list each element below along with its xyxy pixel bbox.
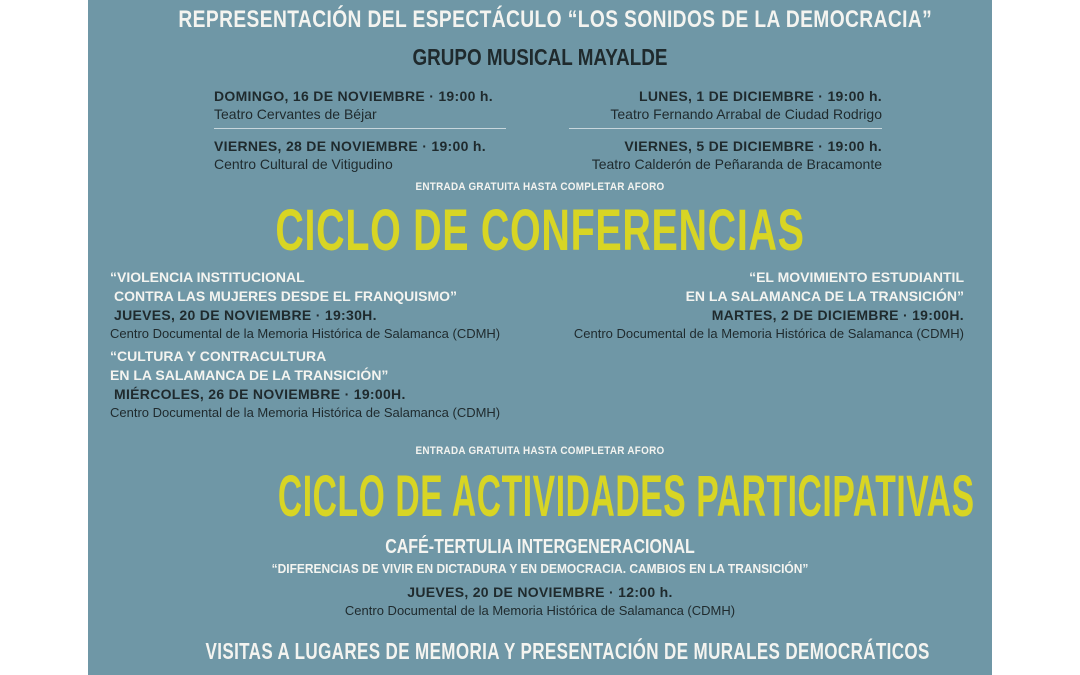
conference-venue-3: Centro Documental de la Memoria Histórica de Salamanca (CDMH): [573, 326, 964, 341]
show-title: REPRESENTACIÓN DEL ESPECTÁCULO “LOS SONIDOS DE LA DEMOCRACIA”: [178, 6, 933, 33]
cafe-tertulia-date: JUEVES, 20 DE NOVIEMBRE · 12:00 h.: [407, 584, 673, 600]
divider: [214, 128, 506, 129]
cafe-tertulia-title: CAFÉ-TERTULIA INTERGENERACIONAL: [385, 536, 695, 558]
concert-venue-4: Teatro Calderón de Peñaranda de Bracamonte: [591, 156, 882, 172]
concert-date-1: DOMINGO, 16 DE NOVIEMBRE · 19:00 h.: [214, 88, 493, 104]
conference-title-2b: EN LA SALAMANCA DE LA TRANSICIÓN”: [110, 367, 389, 383]
concert-date-3: LUNES, 1 DE DICIEMBRE · 19:00 h.: [639, 88, 882, 104]
concert-date-2: VIERNES, 28 DE NOVIEMBRE · 19:00 h.: [214, 138, 486, 154]
conference-venue-1: Centro Documental de la Memoria Histórica de Salamanca (CDMH): [110, 326, 501, 341]
conference-date-2: MIÉRCOLES, 26 DE NOVIEMBRE · 19:00H.: [114, 386, 406, 402]
concert-date-4: VIERNES, 5 DE DICIEMBRE · 19:00 h.: [624, 138, 882, 154]
band-name: GRUPO MUSICAL MAYALDE: [412, 44, 668, 70]
conferences-heading: CICLO DE CONFERENCIAS: [275, 198, 805, 263]
conference-venue-2: Centro Documental de la Memoria Histórica de Salamanca (CDMH): [110, 405, 501, 420]
conference-title-3b: EN LA SALAMANCA DE LA TRANSICIÓN”: [685, 288, 964, 304]
conference-title-2a: “CULTURA Y CONTRACULTURA: [110, 348, 327, 364]
conference-title-1b: CONTRA LAS MUJERES DESDE EL FRANQUISMO”: [114, 288, 458, 304]
conference-date-1: JUEVES, 20 DE NOVIEMBRE · 19:30H.: [114, 307, 377, 323]
conference-title-3a: “EL MOVIMIENTO ESTUDIANTIL: [749, 269, 964, 285]
conference-date-3: MARTES, 2 DE DICIEMBRE · 19:00H.: [711, 307, 964, 323]
concert-venue-3: Teatro Fernando Arrabal de Ciudad Rodrigo: [610, 106, 882, 122]
cafe-tertulia-venue: Centro Documental de la Memoria Histórica de Salamanca (CDMH): [344, 603, 736, 618]
divider: [569, 128, 882, 129]
concert-venue-2: Centro Cultural de Vitigudino: [214, 156, 393, 172]
concert-venue-1: Teatro Cervantes de Béjar: [214, 106, 377, 122]
visits-title: VISITAS A LUGARES DE MEMORIA Y PRESENTACIÓN DE MURALES DEMOCRÁTICOS: [205, 638, 930, 664]
poster: [88, 0, 992, 675]
activities-heading: CICLO DE ACTIVIDADES PARTICIPATIVAS: [277, 464, 975, 529]
conference-title-1a: “VIOLENCIA INSTITUCIONAL: [110, 269, 305, 285]
free-entry-note: ENTRADA GRATUITA HASTA COMPLETAR AFORO: [415, 181, 665, 193]
free-entry-note: ENTRADA GRATUITA HASTA COMPLETAR AFORO: [415, 445, 665, 457]
cafe-tertulia-quote: “DIFERENCIAS DE VIVIR EN DICTADURA Y EN DEMOCRACIA. CAMBIOS EN LA TRANSICIÓN”: [271, 561, 809, 576]
